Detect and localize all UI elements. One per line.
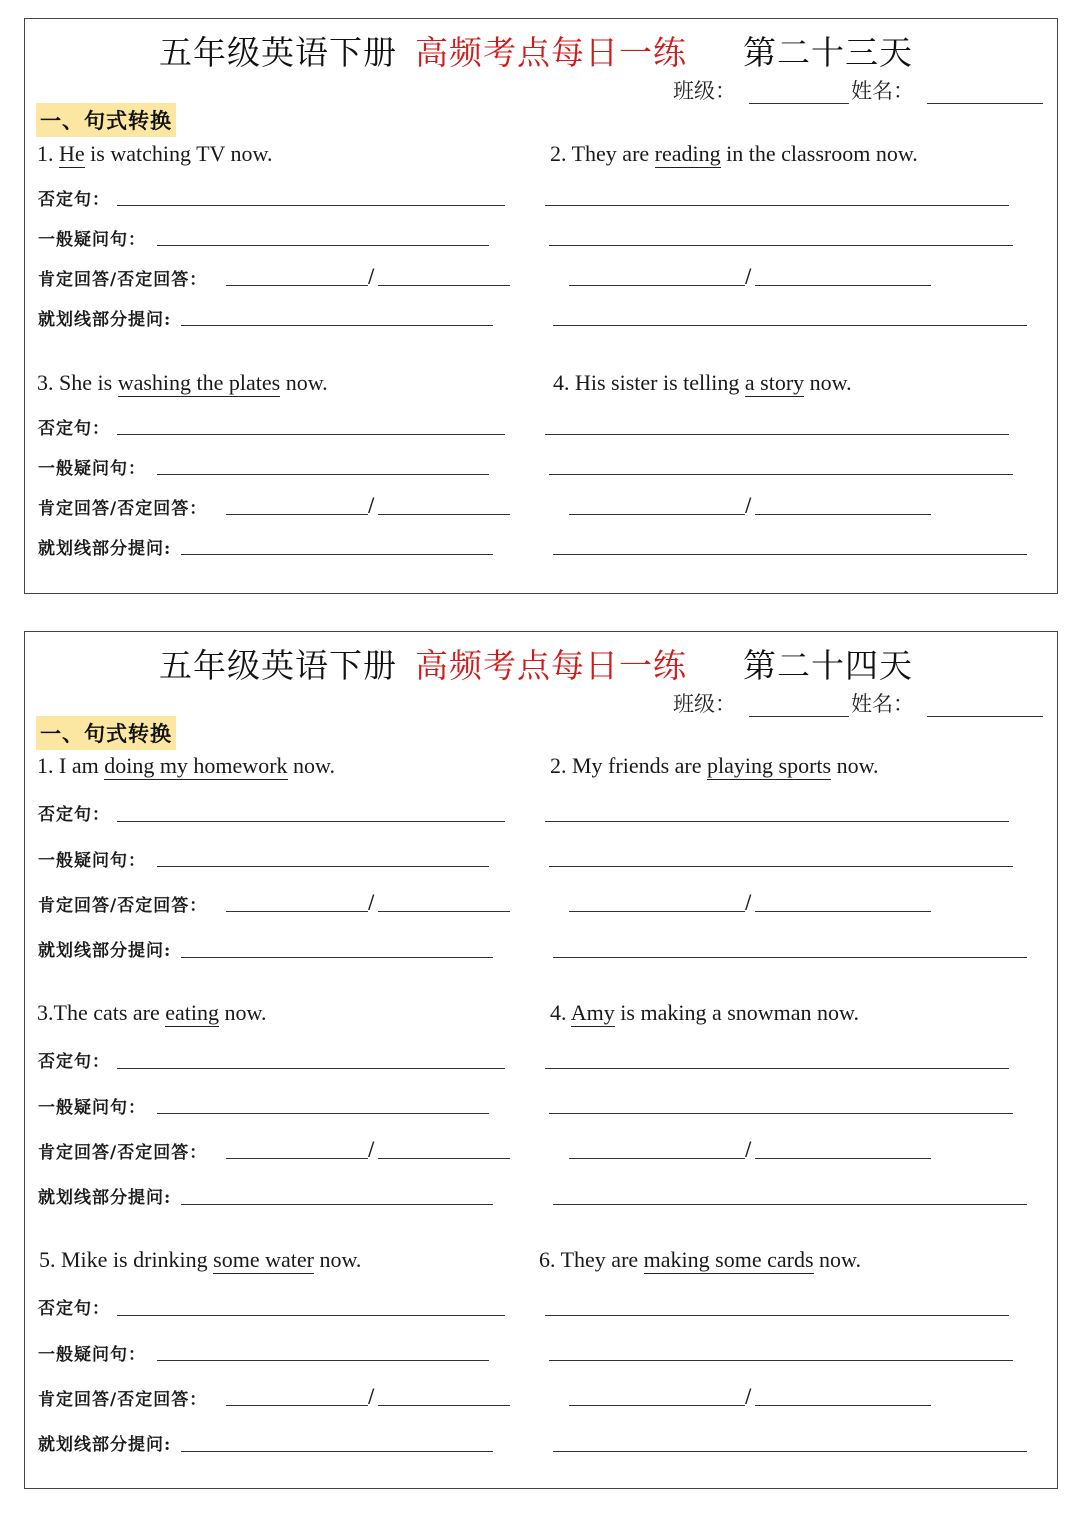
answer-line[interactable] [117,1315,505,1316]
section-heading: 一、句式转换 [36,716,176,750]
answer-line[interactable] [569,514,745,515]
answer-line[interactable] [378,1405,510,1406]
answer-line[interactable] [378,514,510,515]
answer-line[interactable] [378,285,510,286]
answer-line[interactable] [117,1068,505,1069]
slash: / [368,891,375,913]
answer-line[interactable] [553,554,1027,555]
answer-line[interactable] [549,866,1013,867]
answer-line[interactable] [226,1158,368,1159]
answer-line[interactable] [117,821,505,822]
underline-question-label: 就划线部分提问: [38,539,172,559]
negative-label: 否定句： [38,1299,110,1319]
answer-line[interactable] [157,1360,489,1361]
name-field[interactable] [927,716,1043,717]
question-5: 5. Mike is drinking some water now. [39,1247,362,1272]
underline-question-label: 就划线部分提问: [38,1188,172,1208]
answer-line[interactable] [157,1113,489,1114]
answer-line[interactable] [157,245,489,246]
answer-line[interactable] [545,205,1009,206]
slash: / [745,494,752,516]
answer-line[interactable] [157,474,489,475]
class-label: 班级： [673,79,736,103]
title-highlight: 高频考点每日一练 [415,33,687,72]
class-field[interactable] [749,716,849,717]
negative-label: 否定句： [38,419,110,439]
question-1: 1. I am doing my homework now. [37,753,335,778]
answers-label: 肯定回答/否定回答： [38,499,208,519]
worksheet-title [25,27,1057,71]
answer-line[interactable] [117,434,505,435]
name-label: 姓名： [851,692,914,716]
general-question-label: 一般疑问句： [38,1345,146,1365]
slash: / [745,891,752,913]
answer-line[interactable] [549,474,1013,475]
title-highlight: 高频考点每日一练 [415,646,687,685]
question-1: 1. He is watching TV now. [37,141,273,166]
negative-label: 否定句： [38,1052,110,1072]
slash: / [368,1385,375,1407]
question-3: 3. She is washing the plates now. [37,370,328,395]
answer-line[interactable] [549,245,1013,246]
answer-line[interactable] [181,554,493,555]
answers-label: 肯定回答/否定回答： [38,1390,208,1410]
answers-label: 肯定回答/否定回答： [38,1143,208,1163]
answer-line[interactable] [549,1113,1013,1114]
answer-line[interactable] [553,1451,1027,1452]
answer-line[interactable] [755,911,931,912]
answer-line[interactable] [157,866,489,867]
title-day: 第二十三天 [743,33,913,72]
answer-line[interactable] [569,1158,745,1159]
slash: / [745,1138,752,1160]
question-4: 4. His sister is telling a story now. [553,370,852,395]
answer-line[interactable] [226,1405,368,1406]
question-6: 6. They are making some cards now. [539,1247,861,1272]
answer-line[interactable] [181,957,493,958]
answer-line[interactable] [181,325,493,326]
answer-line[interactable] [553,957,1027,958]
answer-line[interactable] [226,911,368,912]
worksheet-title [25,640,1057,684]
answer-line[interactable] [755,1405,931,1406]
answers-label: 肯定回答/否定回答： [38,270,208,290]
slash: / [368,494,375,516]
answer-line[interactable] [545,1315,1009,1316]
answer-line[interactable] [553,1204,1027,1205]
underline-question-label: 就划线部分提问: [38,310,172,330]
question-3: 3.The cats are eating now. [37,1000,267,1025]
slash: / [368,265,375,287]
section-heading: 一、句式转换 [36,103,176,137]
answer-line[interactable] [226,285,368,286]
answer-line[interactable] [545,1068,1009,1069]
general-question-label: 一般疑问句： [38,851,146,871]
answer-line[interactable] [569,1405,745,1406]
answer-line[interactable] [545,821,1009,822]
question-2: 2. My friends are playing sports now. [550,753,879,778]
title-grade: 五年级英语下册 [159,33,397,72]
negative-label: 否定句： [38,805,110,825]
worksheet-day-23 [24,18,1058,594]
name-label: 姓名： [851,79,914,103]
class-label: 班级： [673,692,736,716]
slash: / [368,1138,375,1160]
answer-line[interactable] [755,514,931,515]
answer-line[interactable] [117,205,505,206]
title-day: 第二十四天 [743,646,913,685]
answer-line[interactable] [378,911,510,912]
answer-line[interactable] [569,285,745,286]
slash: / [745,265,752,287]
class-field[interactable] [749,103,849,104]
general-question-label: 一般疑问句： [38,459,146,479]
underline-question-label: 就划线部分提问: [38,1435,172,1455]
answer-line[interactable] [549,1360,1013,1361]
underline-question-label: 就划线部分提问: [38,941,172,961]
answer-line[interactable] [553,325,1027,326]
worksheet-day-24 [24,631,1058,1489]
general-question-label: 一般疑问句： [38,230,146,250]
name-field[interactable] [927,103,1043,104]
answer-line[interactable] [755,285,931,286]
answer-line[interactable] [545,434,1009,435]
answer-line[interactable] [569,911,745,912]
title-grade: 五年级英语下册 [159,646,397,685]
answer-line[interactable] [378,1158,510,1159]
question-2: 2. They are reading in the classroom now. [550,141,918,166]
general-question-label: 一般疑问句： [38,1098,146,1118]
question-4: 4. Amy is making a snowman now. [550,1000,860,1025]
slash: / [745,1385,752,1407]
negative-label: 否定句： [38,190,110,210]
answer-line[interactable] [755,1158,931,1159]
answer-line[interactable] [226,514,368,515]
answers-label: 肯定回答/否定回答： [38,896,208,916]
answer-line[interactable] [181,1451,493,1452]
answer-line[interactable] [181,1204,493,1205]
